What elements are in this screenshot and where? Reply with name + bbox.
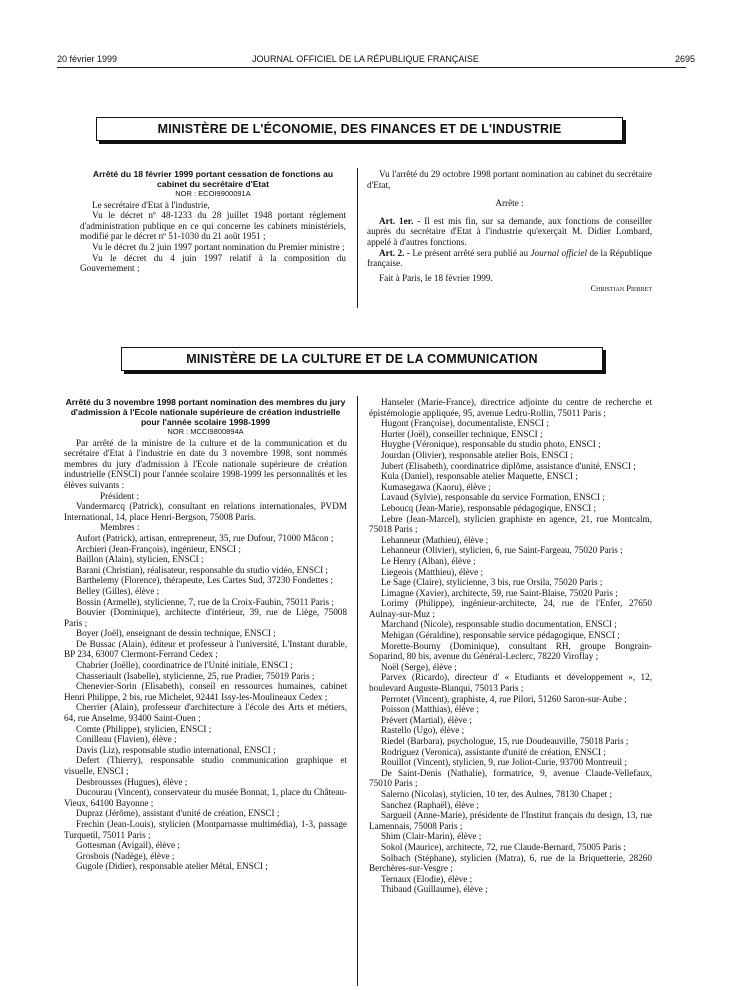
section2-right-column	[369, 397, 652, 895]
member-entry: Chasseriault (Isabelle), stylicienne, 25, rue Pradier, 75019 Paris ;	[76, 670, 315, 681]
member-entry: Defert (Thierry), responsable studio communication graphique et visuelle, ENSCI ;	[64, 755, 347, 776]
section1-right-column	[367, 169, 652, 294]
article-1-label: Art. 1er. -	[379, 215, 421, 226]
member-entry: Frechin (Jean-Louis), stylicien (Montparnasse multimédia), 1-3, passage Turquetil, 75011 Paris ;	[64, 818, 347, 840]
member-entry: Jourdan (Olivier), responsable atelier Bois, ENSCI ;	[381, 449, 573, 460]
decree-title: Arrêté du 18 février 1999 portant cessation de fonctions au cabinet du secrétaire d'Etat	[92, 169, 334, 189]
member-entry: Lavaud (Sylvie), responsable du service Formation, ENSCI ;	[381, 492, 605, 503]
member-entry: Shim (Clair-Marin), élève ;	[381, 831, 482, 842]
president-entry: Vandermarcq (Patrick), consultant en relations internationales, PVDM International, 14, place Henri-Bergson, 75008 Paris.	[64, 501, 347, 522]
member-entry: Grosbois (Nadège), élève ;	[76, 850, 175, 861]
member-entry: Hurter (Joël), conseiller technique, ENSCI ;	[381, 428, 543, 439]
member-entry: Thibaud (Guillaume), élève ;	[381, 884, 488, 895]
member-entry: De Saint-Denis (Nathalie), formatrice, 9, avenue Claude-Vellefaux, 75010 Paris ;	[369, 767, 652, 789]
member-entry: Mehigan (Géraldine), responsable service pédagogique, ENSCI ;	[381, 630, 620, 641]
member-entry: Bouvier (Dominique), architecte d'intérieur, 39, rue de Liège, 75008 Paris ;	[64, 607, 347, 628]
member-entry: Liegeois (Matthieu), élève ;	[381, 566, 484, 577]
member-entry: Lehanneur (Olivier), stylicien, 6, rue Saint-Fargeau, 75020 Paris ;	[381, 545, 623, 556]
member-entry: Sargueil (Anne-Marie), présidente de l'Institut français du design, 13, rue Lamennais, 75008 Paris ;	[369, 810, 652, 831]
preamble-paragraph: Vu le décret nº 48-1233 du 28 juillet 1948 portant règlement d'administration publique en ce qui concerne les cabinets ministériels, modifié par le décret nº 51-1030 du 21 août 1951 ;	[80, 210, 346, 242]
preamble-paragraph: Vu le décret du 4 juin 1997 relatif à la composition du Gouvernement ;	[80, 252, 346, 274]
members-list-right	[369, 397, 652, 895]
nor-reference: NOR : ECOI9900091A	[175, 189, 251, 198]
member-entry: Baillon (Alain), stylicien, ENSCI ;	[76, 554, 204, 565]
member-entry: Davis (Liz), responsable studio international, ENSCI ;	[76, 744, 276, 755]
member-entry: Desbrousses (Hugues), élève ;	[76, 776, 188, 787]
journal-officiel-italic: Journal officiel	[530, 247, 588, 258]
member-entry: Limagne (Xavier), architecte, 59, rue Saint-Blaise, 75020 Paris ;	[381, 587, 618, 598]
member-entry: Salerno (Nicolas), stylicien, 10 ter, des Aulnes, 78130 Chapet ;	[381, 788, 613, 799]
member-entry: Leboucq (Jean-Marie), responsable pédagogique, ENSCI ;	[381, 502, 597, 513]
member-entry: Marchand (Nicole), responsable studio documentation, ENSCI ;	[381, 619, 617, 630]
member-entry: Conilleau (Flavien), élève ;	[76, 734, 177, 745]
president-label: Président :	[100, 490, 140, 501]
article-2-text: Le présent arrêté sera publié au	[409, 247, 531, 258]
preamble-paragraph: Vu le décret du 2 juin 1997 portant nomination du Premier ministre ;	[92, 241, 345, 252]
member-entry: Barani (Christian), réalisateur, responsable du studio vidéo, ENSCI ;	[76, 564, 328, 575]
member-entry: Lorimy (Philippe), ingénieur-architecte, 24, rue de l'Enfer, 27650 Aulnay-sur-Muz ;	[369, 598, 652, 619]
member-entry: Barthelemy (Florence), thérapeute, Les Cartes Sud, 37230 Fondettes ;	[76, 575, 333, 586]
member-entry: Chenevier-Sorin (Elisabeth), conseil en ressources humaines, cabinet Henri Philippe, 2 bis, rue Michelet, 92441 Issy-les-Moulineaux Cedex ;	[64, 681, 347, 702]
member-entry: Rodriguez (Veronica), assistante d'unité de création, ENSCI ;	[381, 746, 606, 757]
ministry-banner-economy: MINISTÈRE DE L'ÉCONOMIE, DES FINANCES ET DE L'INDUSTRIE	[96, 117, 623, 141]
section1-left-column	[80, 169, 346, 274]
member-entry: Aufort (Patrick), artisan, entrepreneur, 35, rue Dufour, 71000 Mâcon ;	[76, 532, 334, 543]
member-entry: De Bussac (Alain), éditeur et professeur à l'université, L'Instant durable, BP 234, 63007 Clermont-Ferrand Cedex ;	[64, 638, 347, 660]
preamble-paragraph: Le secrétaire d'Etat à l'industrie,	[92, 199, 210, 210]
member-entry: Poisson (Matthias), élève ;	[381, 704, 479, 715]
member-entry: Solbach (Stéphane), stylicien (Matra), 6, rue de la Briquetterie, 28260 Berchères-sur-Vesgre ;	[369, 852, 652, 874]
member-entry: Hanseler (Marie-France), directrice adjointe du centre de recherche et épistémologie appliquée, 95, avenue Ledru-Rollin, 75011 Paris ;	[369, 397, 652, 418]
members-label: Membres :	[100, 522, 140, 533]
member-entry: Riedel (Barbara), psychologue, 15, rue Doudeauville, 75018 Paris ;	[381, 736, 629, 746]
article-1-text: Il est mis fin, sur sa demande, aux fonctions de conseiller auprès du secrétaire d'Etat à l'industrie qu'exerçait M. Didier Lombard, appelé à d'autres fonctions.	[367, 215, 652, 247]
member-entry: Noël (Serge), élève ;	[381, 661, 457, 672]
member-entry: Kula (Daniel), responsable atelier Maquette, ENSCI ;	[381, 471, 578, 482]
article-2-text-end: de la République française.	[367, 247, 652, 269]
member-entry: Chabrier (Joëlle), coordinatrice de l'Unité initiale, ENSCI ;	[76, 660, 293, 671]
member-entry: Parvex (Ricardo), directeur d' « Etudiants et développement », 12, boulevard Auguste-Blanqui, 75013 Paris ;	[369, 672, 652, 694]
member-entry: Cherrier (Alain), professeur d'architecture à l'école des Arts et métiers, 64, rue Anselme, 93400 Saint-Ouen ;	[64, 702, 347, 724]
member-entry: Gugole (Didier), responsable atelier Métal, ENSCI ;	[76, 861, 268, 872]
members-list-left	[64, 533, 347, 872]
member-entry: Huyghe (Véronique), responsable du studio photo, ENSCI ;	[381, 439, 601, 450]
member-entry: Gottesman (Avigail), élève ;	[76, 840, 180, 851]
member-entry: Dupraz (Jérôme), assistant d'unité de création, ENSCI ;	[76, 808, 280, 819]
arrete-heading: Arrête :	[495, 198, 524, 209]
signature: Christian Pierret	[590, 283, 652, 294]
member-entry: Morette-Bourny (Dominique), consultant RH, groupe Bongrain-Soparind, 80 bis, avenue du Général-Leclerc, 78220 Viroflay ;	[369, 640, 652, 662]
member-entry: Rastello (Ugo), élève ;	[381, 725, 465, 736]
member-entry: Sokol (Maurice), architecte, 72, rue Claude-Bernard, 75005 Paris ;	[381, 841, 626, 852]
header-rule	[57, 67, 686, 68]
page-number: 2695	[674, 54, 695, 64]
member-entry: Archieri (Jean-François), ingénieur, ENSCI ;	[76, 543, 241, 554]
member-entry: Le Sage (Claire), stylicienne, 3 bis, rue Orsila, 75020 Paris ;	[381, 577, 603, 588]
member-entry: Jubert (Elisabeth), coordinatrice diplôme, assistance d'unité, ENSCI ;	[381, 460, 636, 471]
member-entry: Belley (Gilles), élève ;	[76, 585, 160, 596]
member-entry: Ternaux (Elodie), élève ;	[381, 873, 473, 884]
column-divider	[357, 168, 358, 308]
member-entry: Perrotet (Vincent), graphiste, 4, rue Pilori, 51260 Saron-sur-Aube ;	[381, 693, 627, 704]
member-entry: Prévert (Martial), élève ;	[381, 714, 472, 725]
decree-title: Arrêté du 3 novembre 1998 portant nomination des membres du jury d'admission à l'Ecole nationale supérieure de création industrielle pour l'année scolaire 1998-1999	[65, 397, 346, 427]
member-entry: Hugont (Françoise), documentaliste, ENSCI ;	[381, 418, 549, 429]
journal-title: JOURNAL OFFICIEL DE LA RÉPUBLIQUE FRANÇAISE	[252, 54, 479, 64]
article-1	[367, 216, 652, 248]
member-entry: Lehanneur (Mathieu), élève ;	[381, 534, 489, 545]
member-entry: Bossin (Armelle), stylicienne, 7, rue de la Croix-Faubin, 75011 Paris ;	[76, 596, 334, 607]
section2-left-column	[64, 397, 347, 872]
member-entry: Comte (Philippe), stylicien, ENSCI ;	[76, 723, 212, 734]
header-date: 20 février 1999	[57, 54, 118, 64]
ministry-banner-culture: MINISTÈRE DE LA CULTURE ET DE LA COMMUNICATION	[121, 347, 603, 371]
member-entry: Boyer (Joël), enseignant de dessin technique, ENSCI ;	[76, 628, 276, 639]
signing-date: Fait à Paris, le 18 février 1999.	[379, 272, 493, 283]
member-entry: Kumasegawa (Kaoru), élève ;	[381, 481, 491, 492]
article-2-label: Art. 2. -	[379, 247, 410, 258]
member-entry: Le Henry (Alban), élève ;	[381, 555, 476, 566]
preamble-paragraph: Vu l'arrêté du 29 octobre 1998 portant nomination au cabinet du secrétaire d'Etat,	[367, 169, 652, 190]
member-entry: Rouillot (Vincent), stylicien, 9, rue Joliot-Curie, 93700 Montreuil ;	[381, 757, 627, 768]
member-entry: Sanchez (Raphaël), élève ;	[381, 799, 479, 810]
nor-reference: NOR : MCCI9800894A	[167, 427, 244, 436]
member-entry: Ducourau (Vincent), conservateur du musée Bonnat, 1, place du Château-Vieux, 64100 Bayonne ;	[64, 787, 347, 808]
member-entry: Lebre (Jean-Marcel), stylicien graphiste en agence, 21, rue Montcalm, 75018 Paris ;	[369, 513, 652, 535]
article-2	[367, 248, 652, 269]
decree-intro: Par arrêté de la ministre de la culture et de la communication et du secrétaire d'Etat à l'industrie en date du 3 novembre 1998, sont nommés membres du jury d'admission à l'Ecole nationale supérieure de création industrielle (ENSCI) pour l'année scolaire 1998-1999 les personnalités et les élèves suivants :	[64, 437, 347, 490]
column-divider	[357, 396, 358, 986]
